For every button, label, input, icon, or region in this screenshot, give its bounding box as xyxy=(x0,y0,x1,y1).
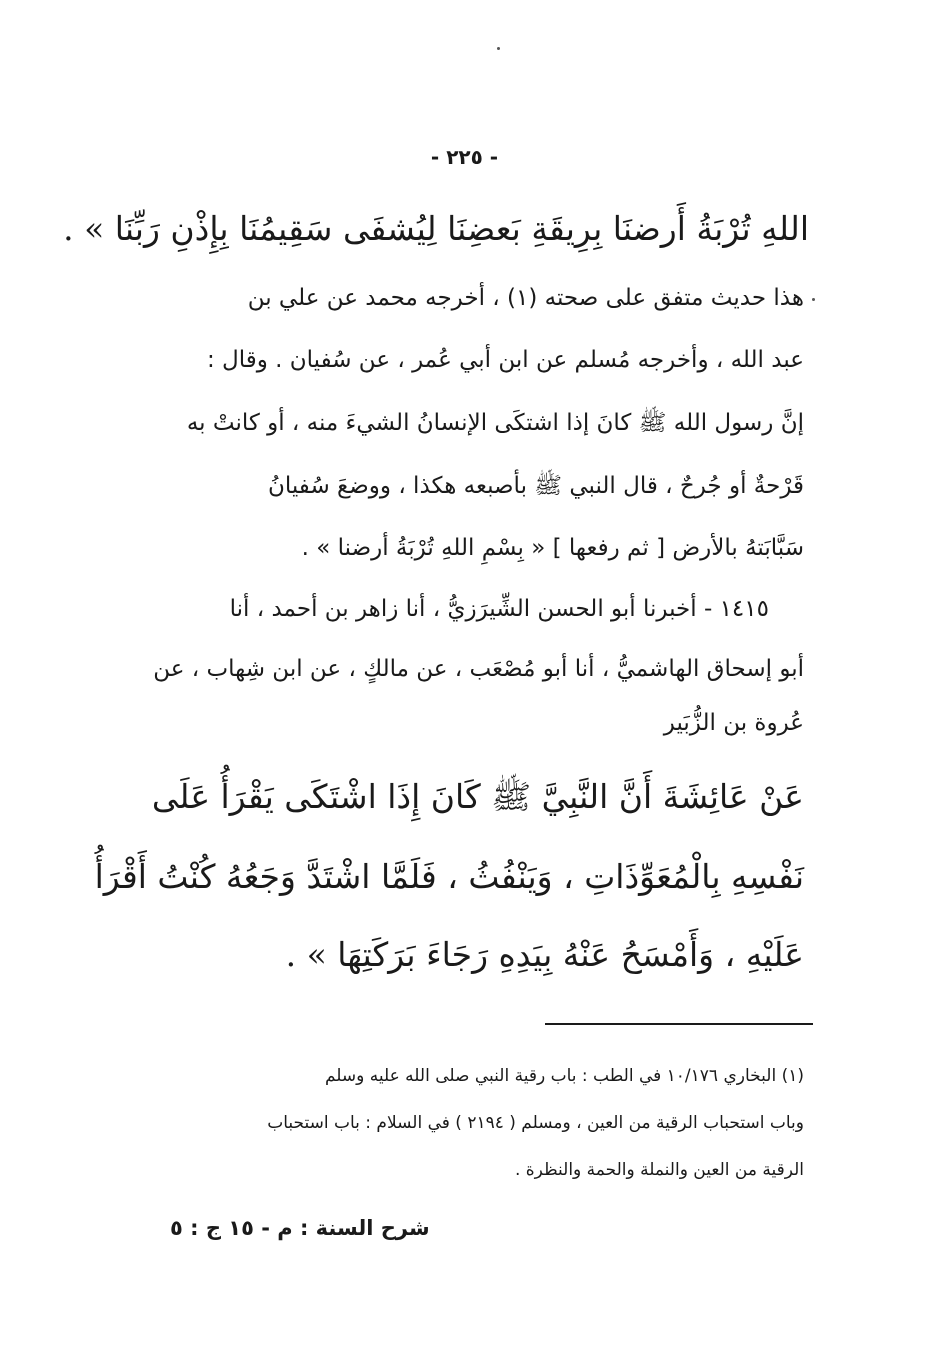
page-number: - ٢٢٥ - xyxy=(430,145,499,169)
text-line-8: أبو إسحاق الهاشميُّ ، أنا أبو مُصْعَب ، عن مالكٍ ، عن ابن شِهاب ، عن xyxy=(153,656,804,682)
text-line-2: هذا حديث متفق على صحته (١) ، أخرجه محمد عن علي بن xyxy=(247,285,804,311)
signature-mark: شرح السنة : م - ١٥ ج : ٥ xyxy=(170,1216,430,1240)
scan-speck xyxy=(497,47,500,50)
footnote-line-1: (١) البخاري ١٠/١٧٦ في الطب : باب رقية النبي صلى الله عليه وسلم xyxy=(324,1066,804,1086)
text-line-5: قَرْحةٌ أو جُرحٌ ، قال النبي ﷺ بأصبعه هكذا ، ووضعَ سُفيانُ xyxy=(267,473,804,499)
text-line-7: ١٤١٥ - أخبرنا أبو الحسن الشِّيرَزيُّ ، أنا زاهر بن أحمد ، أنا xyxy=(229,596,769,622)
footnote-line-2: وباب استحباب الرقية من العين ، ومسلم ( ٢١٩٤ ) في السلام : باب استحباب xyxy=(267,1113,804,1133)
footnote-line-3: الرقية من العين والنملة والحمة والنظرة . xyxy=(514,1160,804,1180)
text-line-4: إنَّ رسول الله ﷺ كانَ إذا اشتكَى الإنسانُ الشيءَ منه ، أو كانتْ به xyxy=(186,410,804,436)
hadith-line-2: نَفْسِهِ بِالْمُعَوِّذَاتِ ، وَيَنْفُثُ ، فَلَمَّا اشْتَدَّ وَجَعُهُ كُنْتُ أَقْرَأُ xyxy=(94,857,804,896)
text-line-1: اللهِ تُرْبَةُ أَرضنَا بِرِيقَةِ بَعضِنَا لِيُشفَى سَقِيمُنَا بِإِذْنِ رَبِّنَا » . xyxy=(63,209,809,248)
scan-speck xyxy=(812,298,815,301)
text-line-9: عُروة بن الزُّبَير xyxy=(663,710,804,736)
text-line-3: عبد الله ، وأخرجه مُسلم عن ابن أبي عُمر ، عن سُفيان . وقال : xyxy=(206,347,804,373)
text-line-6: سَبَّابَتهُ بالأرض [ ثم رفعها ] « بِسْمِ اللهِ تُرْبَةُ أرضنا » . xyxy=(301,535,804,561)
hadith-line-3: عَلَيْهِ ، وَأَمْسَحُ عَنْهُ بِيَدِهِ رَجَاءَ بَرَكَتِهَا » . xyxy=(285,935,804,974)
hadith-line-1: عَنْ عَائِشَةَ أَنَّ النَّبِيَّ ﷺ كَانَ إِذَا اشْتَكَى يَقْرَأُ عَلَى xyxy=(151,777,804,816)
footnote-separator xyxy=(545,1023,813,1025)
